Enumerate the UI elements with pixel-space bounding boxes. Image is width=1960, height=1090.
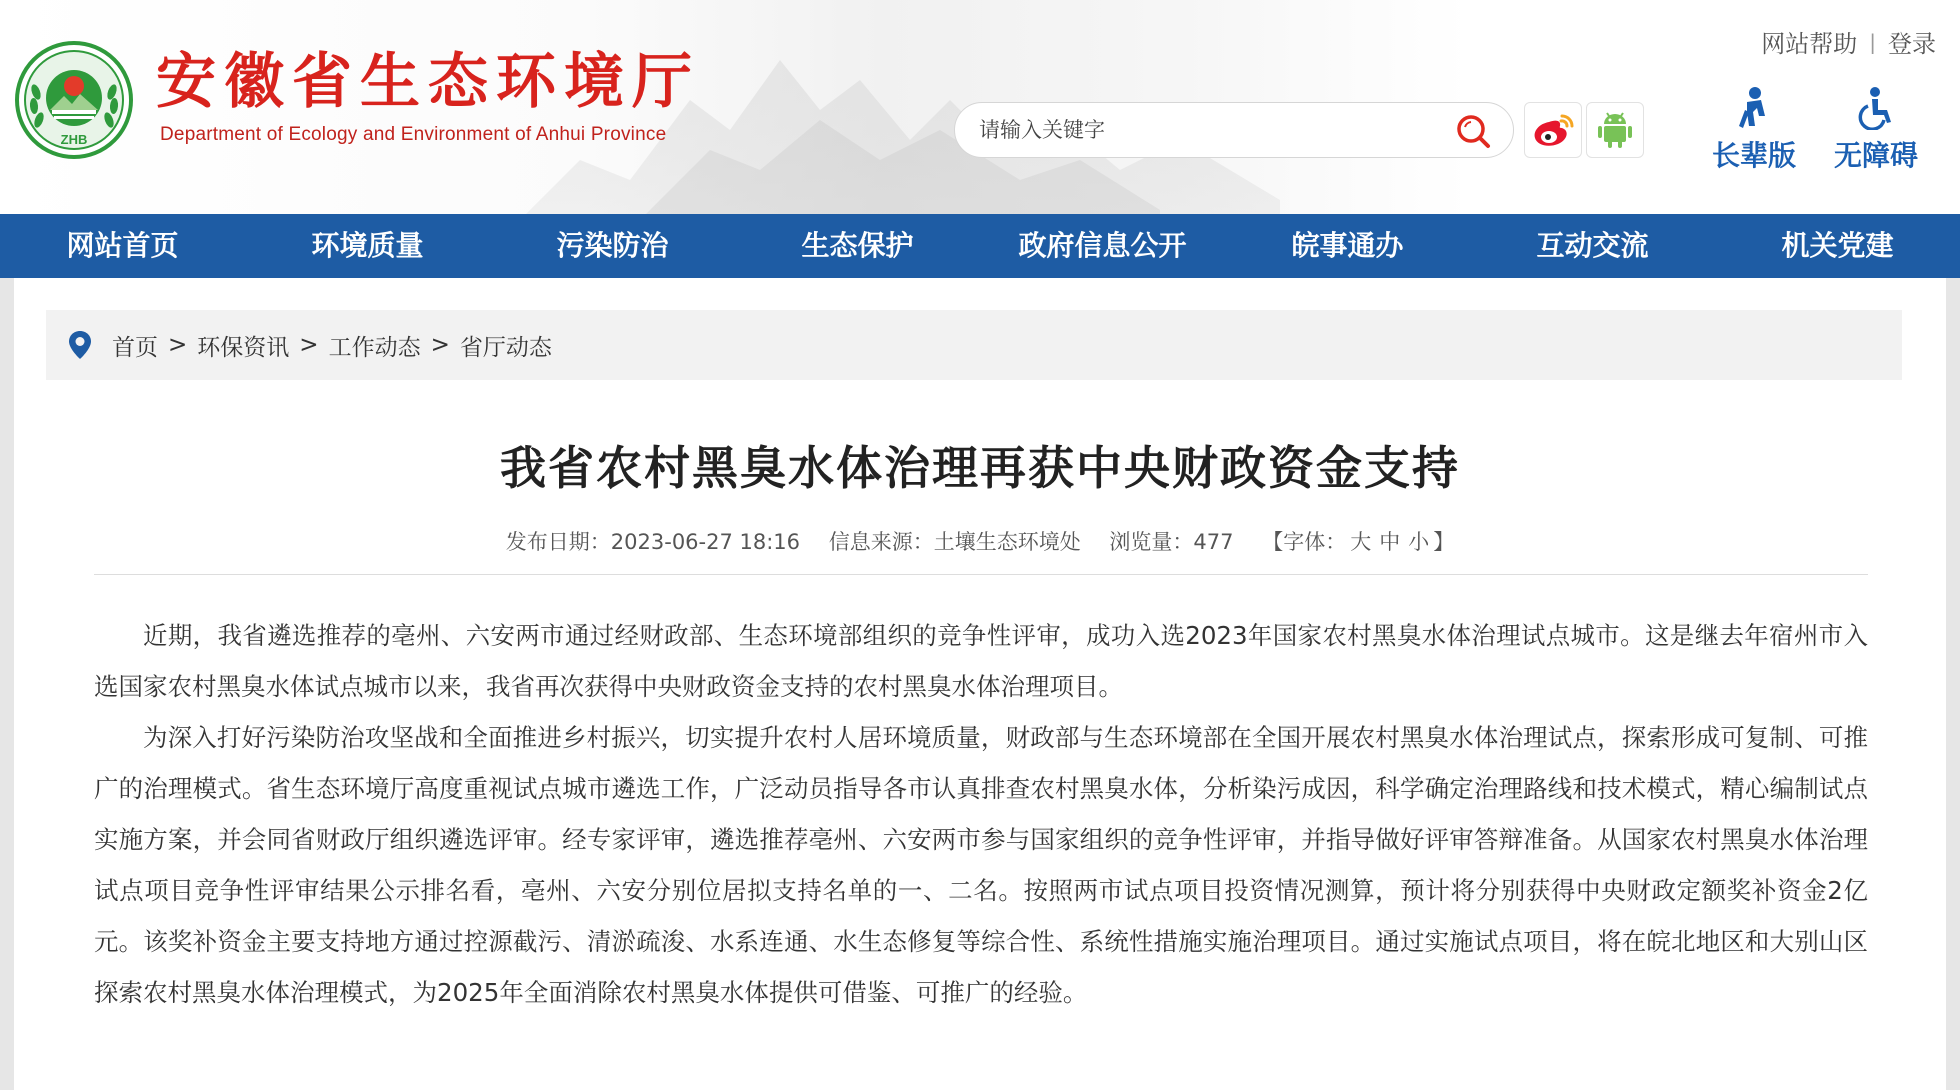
breadcrumb-separator: > (299, 332, 319, 358)
weibo-button[interactable] (1524, 102, 1582, 158)
font-size-small[interactable]: 小 (1408, 530, 1430, 554)
accessibility-label: 无障碍 (1833, 139, 1918, 172)
main-nav (0, 214, 1960, 278)
breadcrumb-separator: > (168, 332, 188, 358)
font-size-label: 【字体： (1262, 530, 1347, 554)
nav-item-environment-quality[interactable]: 环境质量 (311, 229, 424, 262)
elder-mode-label: 长辈版 (1711, 139, 1796, 172)
search-box (954, 102, 1514, 158)
font-size-large[interactable]: 大 (1350, 530, 1372, 554)
breadcrumb-department-news[interactable]: 省厅动态 (459, 334, 552, 361)
nav-item-government-info[interactable]: 政府信息公开 (1018, 229, 1187, 262)
site-title[interactable]: 安徽省生态环境厅 (156, 47, 700, 117)
site-subtitle: Department of Ecology and Environment of Anhui Province (160, 124, 667, 145)
article-paragraph: 近期，我省遴选推荐的亳州、六安两市通过经财政部、生态环境部组织的竞争性评审，成功入选2023年国家农村黑臭水体治理试点城市。这是继去年宿州市入选国家农村黑臭水体试点城市以来，我省再次获得中央财政资金支持的农村黑臭水体治理项目。 (94, 621, 1868, 701)
breadcrumb-news[interactable]: 环保资讯 (197, 334, 290, 361)
weibo-icon (1530, 110, 1576, 150)
top-links (1761, 24, 1936, 59)
article-body (94, 610, 1868, 1018)
breadcrumb-work-updates[interactable]: 工作动态 (328, 334, 421, 361)
article-meta (14, 526, 1946, 556)
site-header (0, 0, 1960, 214)
accessibility-button[interactable] (1820, 86, 1932, 178)
breadcrumb-separator: > (430, 332, 450, 358)
search-icon[interactable] (1455, 113, 1491, 149)
nav-item-pollution-control[interactable]: 污染防治 (556, 229, 669, 262)
android-icon (1597, 110, 1633, 150)
logo-emblem (14, 40, 134, 160)
nav-item-ecological-protection[interactable]: 生态保护 (801, 229, 914, 262)
font-size-medium[interactable]: 中 (1379, 530, 1401, 554)
nav-item-home[interactable]: 网站首页 (66, 229, 179, 262)
nav-item-interaction[interactable]: 互动交流 (1536, 229, 1649, 262)
nav-item-party-building[interactable]: 机关党建 (1781, 229, 1894, 262)
breadcrumb (46, 310, 1902, 380)
link-separator: | (1869, 29, 1876, 54)
elder-icon (1731, 86, 1777, 130)
login-link[interactable]: 登录 (1888, 30, 1936, 58)
publish-date: 发布日期：2023-06-27 18:16 (505, 530, 801, 554)
wheelchair-icon (1853, 86, 1899, 130)
breadcrumb-home[interactable]: 首页 (112, 334, 158, 361)
nav-item-online-services[interactable]: 皖事通办 (1291, 229, 1404, 262)
view-count: 浏览量：477 (1109, 530, 1234, 554)
article-paragraph: 为深入打好污染防治攻坚战和全面推进乡村振兴，切实提升农村人居环境质量，财政部与生态环境部在全国开展农村黑臭水体治理试点，探索形成可复制、可推广的治理模式。省生态环境厅高度重视试点城市遴选工作，广泛动员指导各市认真排查农村黑臭水体，分析染污成因，科学确定治理路线和技术模式，精心编制试点实施方案，并会同省财政厅组织遴选评审。经专家评审，遴选推荐亳州、六安两市参与国家组织的竞争性评审，并指导做好评审答辩准备。从国家农村黑臭水体治理试点项目竞争性评审结果公示排名看，亳州、六安分别位居拟支持名单的一、二名。按照两市试点项目投资情况测算，预计将分别获得中央财政定额奖补资金2亿元。该奖补资金主要支持地方通过控源截污、清淤疏浚、水系连通、水生态修复等综合性、系统性措施实施治理项目。通过实施试点项目，将在皖北地区和大别山区探索农村黑臭水体治理模式，为2025年全面消除农村黑臭水体提供可借鉴、可推广的经验。 (94, 723, 1868, 1007)
article-container (14, 278, 1946, 1090)
help-link[interactable]: 网站帮助 (1761, 30, 1858, 58)
font-size-close: 】 (1433, 530, 1455, 554)
search-input[interactable] (979, 110, 1439, 150)
article-title: 我省农村黑臭水体治理再获中央财政资金支持 (500, 441, 1460, 495)
android-button[interactable] (1586, 102, 1644, 158)
info-source: 信息来源：土壤生态环境处 (828, 530, 1081, 554)
location-pin-icon (68, 330, 92, 360)
logo-text: ZHB (60, 132, 88, 147)
elder-mode-button[interactable] (1698, 86, 1810, 178)
title-divider (94, 574, 1868, 575)
